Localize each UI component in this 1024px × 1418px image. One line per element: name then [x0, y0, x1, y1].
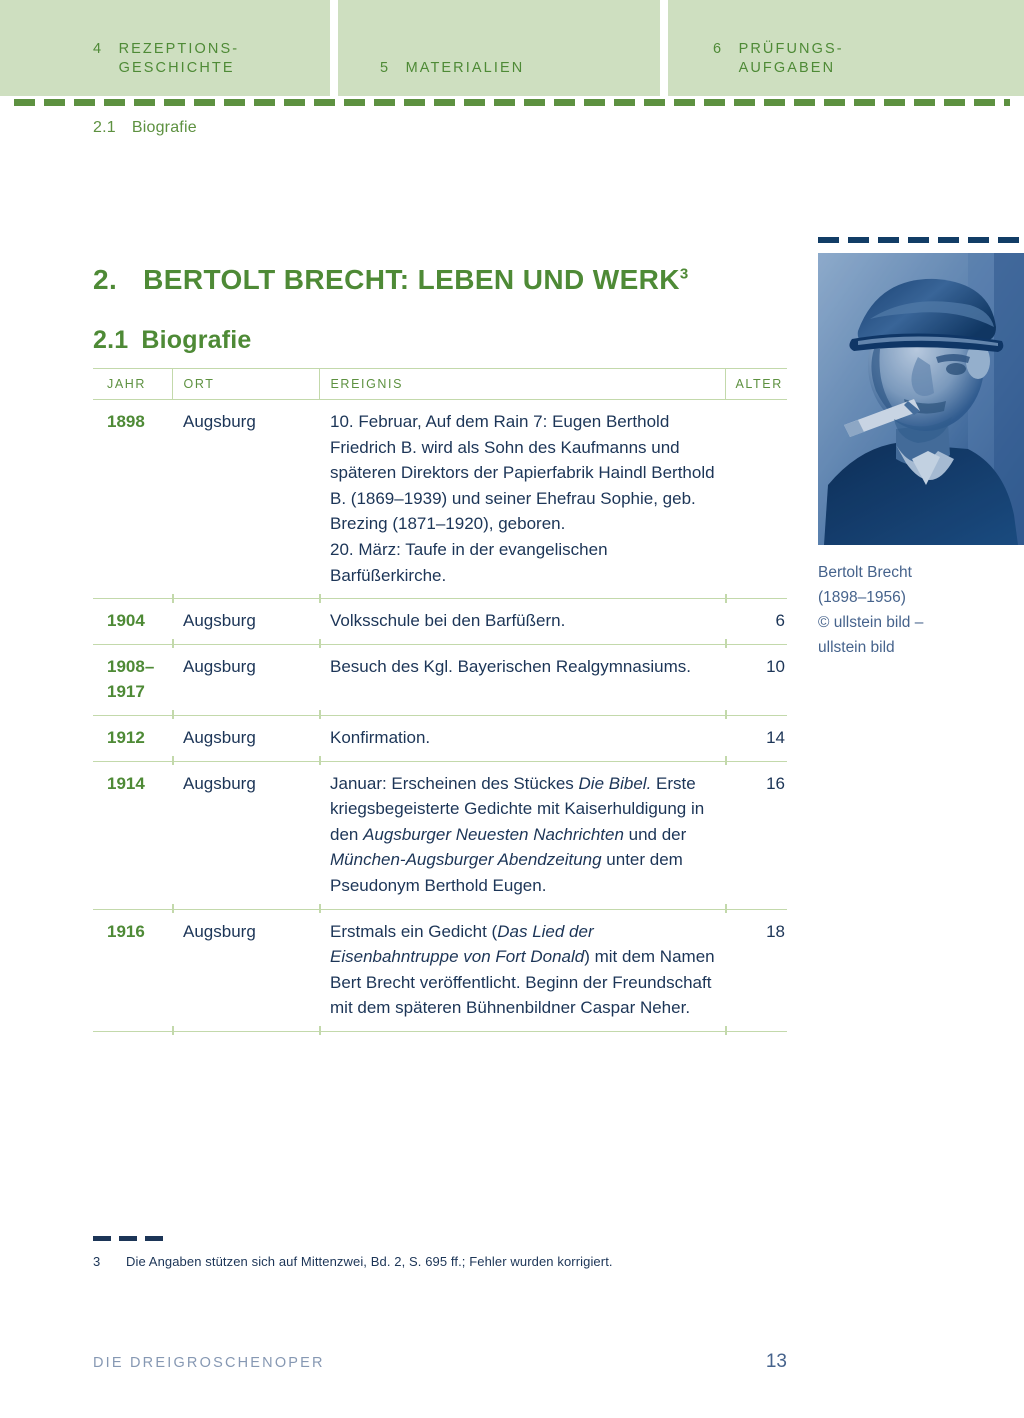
cell-alter: 6 [725, 599, 787, 645]
cell-ort: Augsburg [172, 400, 319, 599]
header-dashed-rule [14, 99, 1010, 106]
table-row [93, 761, 787, 909]
table-row [93, 599, 787, 645]
tab-divider [330, 0, 338, 96]
column-tick [725, 904, 727, 913]
column-header-alter: ALTER [725, 369, 787, 400]
portrait-photo-bertolt-brecht [818, 253, 1024, 545]
column-tick [172, 639, 174, 648]
cell-alter: 16 [725, 761, 787, 909]
cell-ereignis: Januar: Erscheinen des Stückes Die Bibel. Erste kriegsbegeisterte Gedichte mit Kaiserhuldigung in den Augsburger Neuesten Nachrichten und der München-Augsburger Abendzeitung unter dem Pseudonym Berthold Eugen. [319, 761, 725, 909]
cell-jahr: 1908– 1917 [93, 644, 172, 715]
footer-book-title: DIE DREIGROSCHENOPER [93, 1355, 325, 1371]
table-row [93, 909, 787, 1031]
cell-ereignis: Besuch des Kgl. Bayerischen Realgymnasiums. [319, 644, 725, 715]
table-body [93, 400, 787, 1032]
cell-ort: Augsburg [172, 599, 319, 645]
cell-alter: 18 [725, 909, 787, 1031]
cell-ort: Augsburg [172, 644, 319, 715]
tab-label: REZEPTIONS- GESCHICHTE [118, 41, 240, 76]
page-number: 13 [765, 1351, 787, 1372]
column-tick [319, 756, 321, 765]
column-tick [172, 594, 174, 603]
section-number: 2.1 [93, 325, 129, 354]
footnote-text: Die Angaben stützen sich auf Mittenzwei, Bd. 2, S. 695 ff.; Fehler wurden korrigiert. [126, 1254, 613, 1269]
tab-label: MATERIALIEN [405, 60, 525, 76]
column-tick [725, 1026, 727, 1035]
cell-jahr: 1912 [93, 715, 172, 761]
cell-jahr: 1904 [93, 599, 172, 645]
table-row [93, 400, 787, 599]
column-header-jahr: JAHR [93, 369, 172, 400]
tab-materialien[interactable] [338, 0, 660, 96]
column-tick [319, 594, 321, 603]
tab-number: 6 [713, 41, 722, 57]
chapter-heading [93, 264, 689, 296]
tab-number: 4 [93, 41, 102, 57]
column-tick [172, 710, 174, 719]
column-tick [725, 710, 727, 719]
column-tick [725, 756, 727, 765]
cell-ereignis: Konfirmation. [319, 715, 725, 761]
cell-ereignis: 10. Februar, Auf dem Rain 7: Eugen Berthold Friedrich B. wird als Sohn des Kaufmanns und späteren Direktors der Papierfabrik Haindl Berthold B. (1869–1939) und seiner Ehefrau Sophie, geb. Brezing (1871–1920), geboren. 20. März: Taufe in der evangelischen Barfüßerkirche. [319, 400, 725, 599]
table-row [93, 715, 787, 761]
chapter-title-text: BERTOLT BRECHT: LEBEN UND WERK [143, 263, 680, 295]
caption-line-1: Bertolt Brecht [818, 564, 912, 581]
caption-line-4: ullstein bild [818, 639, 895, 656]
cell-alter: 10 [725, 644, 787, 715]
caption-line-2: (1898–1956) [818, 589, 906, 606]
section-heading [93, 326, 252, 355]
footnote [93, 1254, 613, 1269]
cell-ort: Augsburg [172, 761, 319, 909]
cell-alter: 14 [725, 715, 787, 761]
column-tick [725, 639, 727, 648]
cell-jahr: 1914 [93, 761, 172, 909]
chapter-number: 2. [93, 263, 118, 295]
tab-divider [660, 0, 668, 96]
cell-ereignis: Volksschule bei den Barfüßern. [319, 599, 725, 645]
table-header [93, 369, 787, 400]
table-row [93, 644, 787, 715]
caption-line-3: © ullstein bild – [818, 614, 924, 631]
cell-jahr: 1898 [93, 400, 172, 599]
figure-dashed-rule [818, 237, 1024, 243]
cell-ort: Augsburg [172, 715, 319, 761]
cell-ereignis: Erstmals ein Gedicht (Das Lied der Eisenbahntruppe von Fort Donald) mit dem Namen Bert Brecht veröffentlicht. Beginn der Freundschaft mit dem späteren Bühnenbildner Caspar Neher. [319, 909, 725, 1031]
section-title-text: Biografie [141, 325, 252, 354]
cell-jahr: 1916 [93, 909, 172, 1031]
tab-label: PRÜFUNGS- AUFGABEN [738, 41, 844, 76]
running-head-number: 2.1 [93, 119, 116, 136]
tab-rezeptionsgeschichte[interactable] [0, 0, 330, 96]
footnote-separator [93, 1236, 167, 1241]
running-head-label: Biografie [131, 119, 197, 136]
column-header-ort: ORT [172, 369, 319, 400]
footnote-number: 3 [93, 1254, 101, 1269]
footnote-marker[interactable]: 3 [679, 265, 689, 283]
cell-alter [725, 400, 787, 599]
tab-number: 5 [380, 60, 389, 76]
table-header-row [93, 369, 787, 400]
column-tick [725, 594, 727, 603]
running-head [93, 119, 197, 137]
tab-pruefungsaufgaben[interactable] [668, 0, 1024, 96]
column-tick [319, 904, 321, 913]
cell-ort: Augsburg [172, 909, 319, 1031]
column-tick [172, 904, 174, 913]
column-tick [319, 710, 321, 719]
column-header-ereignis: EREIGNIS [319, 369, 725, 400]
page-footer [93, 1351, 787, 1373]
chapter-tab-bar [0, 0, 1024, 96]
column-tick [319, 639, 321, 648]
column-tick [319, 1026, 321, 1035]
column-tick [172, 756, 174, 765]
biography-table [93, 368, 787, 1032]
column-tick [172, 1026, 174, 1035]
figure-caption [818, 560, 1018, 660]
